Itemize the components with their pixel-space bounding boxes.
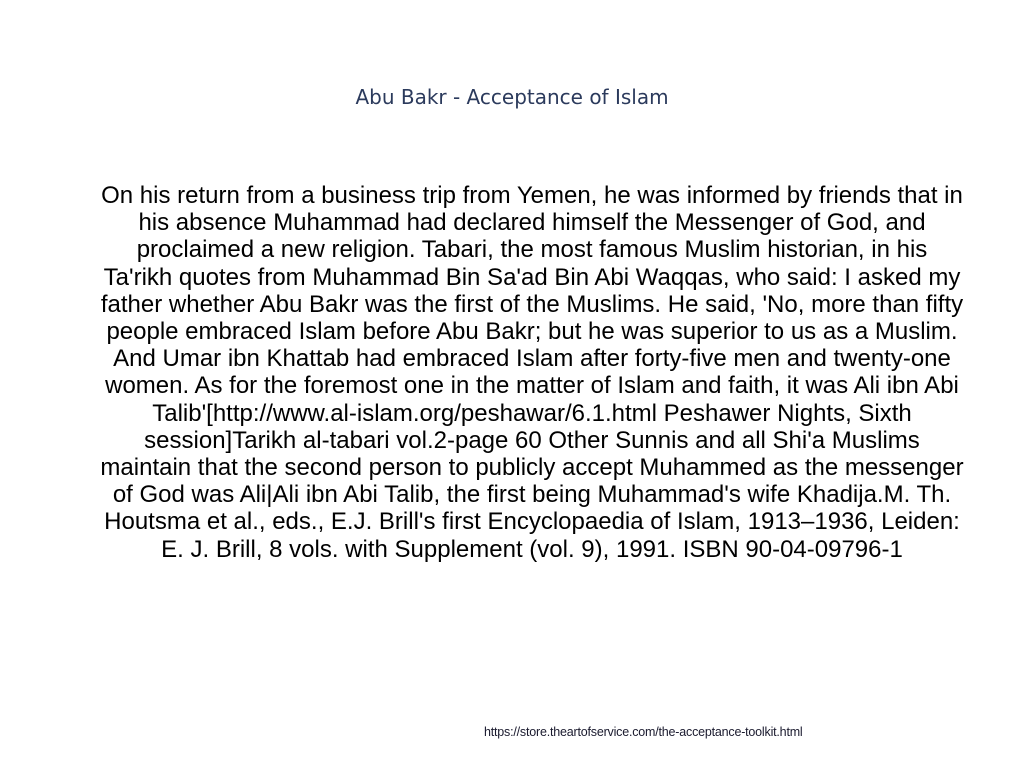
slide-title: Abu Bakr - Acceptance of Islam [355,85,669,109]
footer-link[interactable]: https://store.theartofservice.com/the-acceptance-toolkit.html [484,725,803,739]
slide-body-text: On his return from a business trip from Yemen, he was informed by friends that in his absence Muhammad had declared himself the Messenger of God, and proclaimed a new religion. Tabari, the most famous Muslim historian, in his Ta'rikh quotes from Muhammad Bin Sa'ad Bin Abi Waqqas, who said: I asked my father whether Abu Bakr was the first of the Muslims. He said, 'No, more than fifty people embraced Islam before Abu Bakr; but he was superior to us as a Muslim. And Umar ibn Khattab had embraced Islam after forty-five men and twenty-one women. As for the foremost one in the matter of Islam and faith, it was Ali ibn Abi Talib'[http://www.al-islam.org/peshawar/6.1.html Peshawer Nights, Sixth session]Tarikh al-tabari vol.2-page 60 Other Sunnis and all Shi'a Muslims maintain that the second person to publicly accept Muhammed as the messenger of God was Ali|Ali ibn Abi Talib, the first being Muhammad's wife Khadija.M. Th. Houtsma et al., eds., E.J. Brill's first Encyclopaedia of Islam, 1913–1936, Leiden: E. J. Brill, 8 vols. with Supplement (vol. 9), 1991. ISBN 90-04-09796-1 [100,182,964,563]
